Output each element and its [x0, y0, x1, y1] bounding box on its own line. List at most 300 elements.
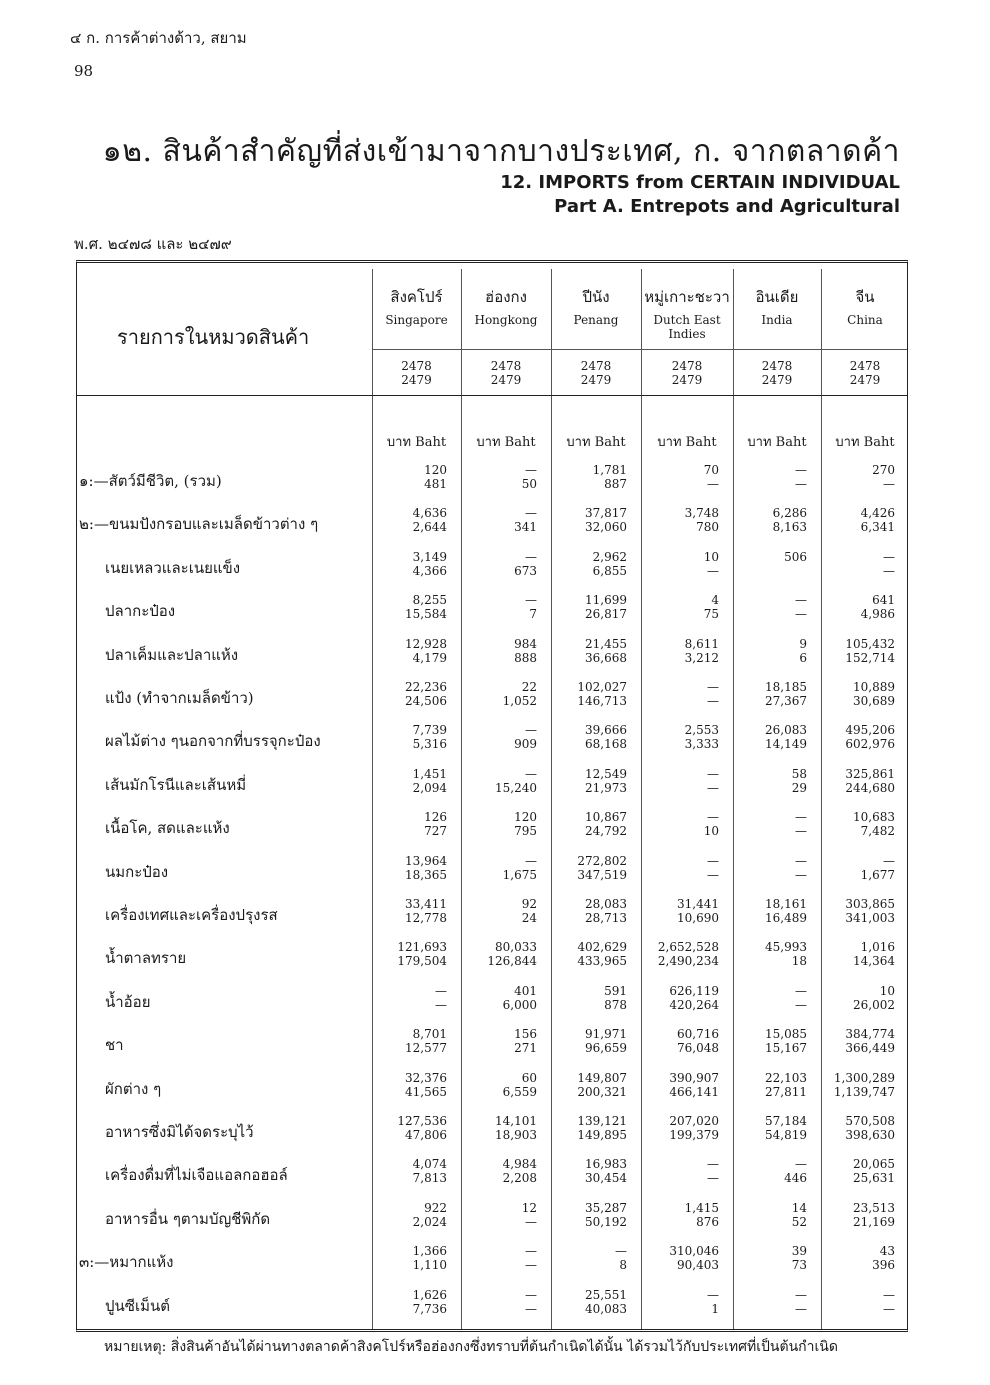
value-2478: 570,508 [845, 1114, 895, 1128]
table-cell [641, 680, 719, 708]
value-2478: 126 [424, 810, 447, 825]
value-2479: 396 [872, 1258, 895, 1273]
value-2478: 120 [514, 810, 537, 825]
value-2478: 91,971 [585, 1027, 627, 1042]
column-header [641, 285, 733, 341]
table-cell [641, 897, 719, 925]
value-2479: 32,060 [585, 520, 627, 535]
value-2479: — [795, 607, 807, 622]
value-2479: — [883, 477, 895, 491]
value-2479: — [525, 1258, 537, 1273]
value-2478: — [707, 853, 719, 868]
value-2479: 727 [424, 824, 447, 839]
table-cell [733, 1027, 807, 1055]
running-title: ๔ ก. การค้าต่างด้าว, สยาม [70, 29, 247, 47]
value-2479: — [795, 824, 807, 839]
value-2478: 325,861 [845, 766, 895, 781]
table-cell [461, 984, 537, 1012]
value-2478: 22,236 [405, 680, 447, 694]
table-cell [551, 810, 627, 838]
value-2478: 28,083 [585, 897, 627, 911]
column-unit: บาท Baht [566, 435, 626, 450]
header-bottom-rule [77, 395, 907, 396]
value-2478: 272,802 [577, 853, 627, 868]
table-cell [461, 723, 537, 751]
table-cell [733, 723, 807, 751]
value-2479: 18,365 [405, 867, 447, 882]
header-rule [372, 349, 907, 350]
table-cell [372, 854, 447, 882]
year-2: 2479 [849, 373, 881, 387]
value-2478: 25,551 [585, 1287, 627, 1302]
value-2478: 2,652,528 [657, 940, 719, 955]
value-2479: 36,668 [585, 650, 627, 665]
column-unit: บาท Baht [476, 435, 536, 450]
table-cell [551, 680, 627, 708]
value-2478: 270 [872, 463, 895, 477]
table-cell [733, 854, 807, 882]
value-2478: 3,748 [684, 506, 719, 521]
table-cell [733, 637, 807, 665]
value-2478: 156 [514, 1027, 537, 1042]
value-2478: 149,807 [577, 1070, 627, 1085]
value-2479: 341 [514, 520, 537, 535]
value-2478: 4,636 [412, 506, 447, 521]
table-cell [641, 810, 719, 838]
value-2478: 1,626 [412, 1287, 447, 1302]
value-2479: 271 [514, 1041, 537, 1056]
table-cell [821, 680, 895, 708]
value-2478: — [795, 853, 807, 868]
value-2478: 21,455 [585, 636, 627, 651]
table-cell [372, 680, 447, 708]
value-2479: 24,792 [585, 824, 627, 839]
table-cell [551, 593, 627, 621]
value-2478: 390,907 [669, 1070, 719, 1085]
value-2478: 495,206 [845, 723, 895, 738]
table-cell [461, 1071, 537, 1099]
value-2478: 45,993 [765, 940, 807, 955]
value-2478: 18,161 [765, 897, 807, 911]
value-2479: — [707, 563, 719, 578]
value-2479: 75 [703, 607, 719, 622]
value-2479: 4,366 [412, 563, 447, 578]
table-cell [641, 767, 719, 795]
table-cell [551, 1157, 627, 1185]
table-cell [461, 854, 537, 882]
row-label: ผักต่าง ๆ [105, 1079, 162, 1098]
value-2478: 1,451 [412, 766, 447, 781]
value-2479: — [435, 997, 447, 1012]
column-years [821, 359, 909, 387]
value-2479: 199,379 [669, 1128, 719, 1142]
value-2479: 179,504 [397, 954, 447, 969]
year-2: 2479 [671, 373, 703, 387]
value-2479: 4,986 [860, 607, 895, 622]
table-cell [372, 1071, 447, 1099]
value-2479: — [707, 477, 719, 491]
value-2478: 26,083 [765, 723, 807, 738]
footnote: หมายเหตุ: สิ่งสินค้าอันได้ผ่านทางตลาดค้าสิงคโปร์หรือฮ่องกงซึ่งทราบที่ต้นกำเนิดได้นั้น ได้รวมไว้กับประเทศที่เป็นต้นกำเนิด [104, 1339, 838, 1355]
year-2: 2479 [490, 373, 522, 387]
value-2479: 2,644 [412, 520, 447, 535]
value-2478: — [525, 853, 537, 868]
value-2479: — [795, 997, 807, 1012]
value-2479: 6,341 [860, 520, 895, 535]
value-2478: 80,033 [495, 940, 537, 955]
table-cell [641, 593, 719, 621]
table-cell [372, 767, 447, 795]
value-2479: 6,000 [502, 997, 537, 1012]
table-cell [372, 984, 447, 1012]
value-2478: 591 [604, 983, 627, 998]
table-cell [733, 463, 807, 491]
value-2478: — [795, 1287, 807, 1302]
value-2478: — [525, 1287, 537, 1302]
table-cell [733, 506, 807, 534]
column-years [641, 359, 733, 387]
value-2478: 922 [424, 1200, 447, 1215]
table-cell [372, 897, 447, 925]
value-2479: 433,965 [577, 954, 627, 969]
value-2479: 420,264 [669, 997, 719, 1012]
table-cell [372, 1157, 447, 1185]
year-1: 2478 [490, 359, 522, 373]
value-2479: 96,659 [585, 1041, 627, 1056]
value-2478: — [707, 1157, 719, 1172]
value-2479: 15,167 [765, 1041, 807, 1056]
value-2478: 4,426 [860, 506, 895, 521]
value-2479: — [707, 780, 719, 795]
value-2479: 14,149 [765, 737, 807, 752]
table-cell [641, 723, 719, 751]
column-header-english-2: Indies [668, 327, 706, 341]
table-cell [551, 940, 627, 968]
value-2478: — [707, 766, 719, 781]
table-cell [641, 637, 719, 665]
value-2479: — [707, 1171, 719, 1186]
value-2478: 641 [872, 593, 895, 608]
table-cell [821, 1201, 895, 1229]
table-cell [733, 1244, 807, 1272]
value-2479: 673 [514, 563, 537, 578]
value-2479: 15,584 [405, 607, 447, 622]
value-2478: 102,027 [577, 680, 627, 694]
value-2479: 40,083 [585, 1301, 627, 1316]
value-2479: 347,519 [577, 867, 627, 882]
row-label: แป้ง (ทำจากเมล็ดข้าว) [105, 689, 254, 707]
value-2479: 18 [791, 954, 807, 969]
category-column-header: รายการในหมวดสินค้า [117, 325, 310, 349]
column-header-thai: ปีนัง [582, 288, 610, 306]
row-label: ๑:—สัตว์มีชีวิต, (รวม) [79, 472, 222, 490]
value-2479: 12,577 [405, 1041, 447, 1056]
value-2478: 1,366 [412, 1244, 447, 1259]
column-unit: บาท Baht [386, 435, 447, 450]
value-2479: 6,855 [592, 563, 627, 578]
value-2479: 2,490,234 [657, 954, 719, 969]
value-2479: — [795, 1301, 807, 1316]
value-2478: 60 [521, 1070, 537, 1085]
table-cell [821, 810, 895, 838]
table-cell [372, 1027, 447, 1055]
value-2479: 54,819 [765, 1128, 807, 1142]
value-2478: 20,065 [853, 1157, 895, 1172]
value-2478: 120 [424, 463, 447, 477]
column-years [551, 359, 641, 387]
table-cell [821, 550, 895, 578]
table-cell [461, 463, 537, 491]
value-2479: 90,403 [677, 1258, 719, 1273]
value-2479: 76,048 [677, 1041, 719, 1056]
year-1: 2478 [580, 359, 612, 373]
value-2479: 2,024 [412, 1214, 447, 1229]
value-2478: 8,701 [412, 1027, 447, 1042]
value-2479: 152,714 [845, 650, 895, 665]
value-2479: 50,192 [585, 1214, 627, 1229]
value-2478: 14 [791, 1200, 807, 1215]
value-2479: 878 [604, 997, 627, 1012]
value-2479: 8 [619, 1258, 627, 1273]
value-2478: 32,376 [405, 1070, 447, 1085]
value-2478: — [707, 810, 719, 825]
value-2478: 2,962 [592, 549, 627, 564]
value-2478: 70 [703, 463, 719, 477]
column-header-thai: หมู่เกาะชะวา [644, 288, 730, 306]
year-2: 2479 [580, 373, 612, 387]
value-2479: 146,713 [577, 694, 627, 708]
value-2478: 60,716 [677, 1027, 719, 1042]
value-2478: — [883, 1287, 895, 1302]
table-cell [733, 1114, 807, 1142]
value-2478: 1,300,289 [833, 1070, 895, 1085]
value-2478: — [525, 1244, 537, 1259]
table-cell [372, 637, 447, 665]
table-cell [461, 593, 537, 621]
value-2479: — [525, 1214, 537, 1229]
table-cell [821, 767, 895, 795]
value-2479: 14,364 [853, 954, 895, 969]
table-cell [733, 940, 807, 968]
table-cell [461, 1157, 537, 1185]
value-2478: 984 [514, 636, 537, 651]
table-cell [733, 550, 807, 564]
value-2478: 10,889 [853, 680, 895, 694]
value-2478: — [525, 723, 537, 738]
column-unit: บาท Baht [835, 435, 895, 450]
table-cell [733, 984, 807, 1012]
table-cell [551, 897, 627, 925]
value-2479: 909 [514, 737, 537, 752]
value-2479: 27,811 [765, 1084, 807, 1099]
value-2479: 30,689 [853, 694, 895, 708]
column-unit: บาท Baht [657, 435, 717, 450]
table-cell [551, 1027, 627, 1055]
value-2479: — [525, 1301, 537, 1316]
table-cell [641, 1114, 719, 1142]
value-2478: 121,693 [397, 940, 447, 955]
table-cell [551, 1244, 627, 1272]
value-2478: 9 [799, 636, 807, 651]
table-cell [641, 1157, 719, 1185]
table-cell [551, 984, 627, 1012]
table-cell [733, 593, 807, 621]
table-cell [821, 593, 895, 621]
value-2478: 139,121 [577, 1114, 627, 1128]
value-2478: 10,867 [585, 810, 627, 825]
value-2478: 16,983 [585, 1157, 627, 1172]
table-cell [733, 680, 807, 708]
value-2478: 6,286 [772, 506, 807, 521]
table-cell [821, 1114, 895, 1142]
row-label: อาหารอื่น ๆตามบัญชีพิกัด [105, 1209, 271, 1228]
year-label: พ.ศ. ๒๔๗๘ และ ๒๔๗๙ [74, 235, 232, 253]
value-2479: 200,321 [577, 1084, 627, 1099]
column-years [372, 359, 461, 387]
table-cell [551, 1071, 627, 1099]
value-2479: 887 [604, 477, 627, 491]
value-2479: 795 [514, 824, 537, 839]
value-2478: 1,781 [592, 463, 627, 477]
table-cell [372, 810, 447, 838]
value-2479: 50 [521, 477, 537, 491]
table-cell [551, 463, 627, 491]
value-2479: 26,002 [853, 997, 895, 1012]
row-label: ๓:—หมากแห้ง [79, 1253, 174, 1272]
table-title-thai: ๑๒. สินค้าสำคัญที่ส่งเข้ามาจากบางประเทศ, ก. จากตลาดค้า [102, 134, 900, 169]
table-cell [641, 1071, 719, 1099]
table-cell [461, 940, 537, 968]
value-2478: — [795, 593, 807, 608]
value-2479: 68,168 [585, 737, 627, 752]
table-cell [461, 1201, 537, 1229]
table-cell [641, 940, 719, 968]
value-2479: 1,110 [412, 1258, 447, 1273]
year-2: 2479 [761, 373, 793, 387]
table-cell [641, 1201, 719, 1229]
value-2479: — [883, 563, 895, 578]
value-2479: 52 [791, 1214, 807, 1229]
value-2478: 57,184 [765, 1114, 807, 1128]
table-cell [551, 767, 627, 795]
value-2478: — [525, 766, 537, 781]
value-2478: 105,432 [845, 636, 895, 651]
value-2479: 446 [784, 1171, 807, 1186]
table-cell [372, 1288, 447, 1316]
value-2478: — [795, 1157, 807, 1172]
row-label: ชา [105, 1036, 124, 1055]
value-2478: 33,411 [405, 897, 447, 911]
value-2478: 15,085 [765, 1027, 807, 1042]
value-2478: 11,699 [585, 593, 627, 608]
row-label: น้ำตาลทราย [105, 949, 187, 968]
year-1: 2478 [849, 359, 881, 373]
value-2478: 14,101 [495, 1114, 537, 1128]
value-2478: 39,666 [585, 723, 627, 738]
value-2479: 341,003 [845, 911, 895, 925]
value-2478: 37,817 [585, 506, 627, 521]
table-cell [372, 593, 447, 621]
value-2478: 401 [514, 983, 537, 998]
value-2478: 2,553 [684, 723, 719, 738]
value-2478: — [525, 593, 537, 608]
value-2479: — [707, 694, 719, 708]
table-cell [733, 767, 807, 795]
table-cell [461, 897, 537, 925]
column-header-english: Penang [573, 313, 619, 327]
table-cell [372, 1244, 447, 1272]
column-header [461, 285, 551, 327]
table-cell [821, 1288, 895, 1316]
value-2478: 310,046 [669, 1244, 719, 1259]
value-2479: 7,813 [412, 1171, 447, 1186]
table-cell [821, 637, 895, 665]
table-cell [372, 550, 447, 578]
column-header [821, 285, 909, 327]
value-2478: — [707, 1287, 719, 1302]
value-2478: 58 [791, 766, 807, 781]
table-cell [461, 637, 537, 665]
column-header [551, 285, 641, 327]
row-label: นมกะป๋อง [105, 862, 169, 881]
value-2479: 1 [711, 1301, 719, 1316]
table-cell [821, 463, 895, 491]
value-2479: 3,333 [684, 737, 719, 752]
value-2478: 18,185 [765, 680, 807, 694]
value-2479: 25,631 [853, 1171, 895, 1186]
value-2479: 15,240 [495, 780, 537, 795]
value-2479: 888 [514, 650, 537, 665]
table-cell [733, 897, 807, 925]
value-2479: 1,052 [502, 694, 537, 708]
value-2478: 92 [521, 897, 537, 911]
value-2478: 4,074 [412, 1157, 447, 1172]
row-label: เนยเหลวและเนยแข็ง [105, 558, 241, 577]
column-header-english: Hongkong [474, 313, 538, 327]
row-label: เส้นมักโรนีและเส้นหมี่ [105, 775, 247, 794]
table-cell [821, 897, 895, 925]
value-2478: 10 [703, 549, 719, 564]
value-2478: — [883, 853, 895, 868]
column-header-thai: ฮ่องกง [485, 288, 527, 306]
table-cell [461, 1027, 537, 1055]
table-cell [551, 723, 627, 751]
value-2479: 2,094 [412, 780, 447, 795]
table-cell [733, 1288, 807, 1316]
value-2479: 876 [696, 1214, 719, 1229]
value-2479: 24,506 [405, 694, 447, 708]
value-2478: 1,016 [860, 940, 895, 955]
column-header [733, 285, 821, 327]
table-cell [461, 1114, 537, 1142]
value-2478: 4 [711, 593, 719, 608]
value-2478: — [525, 463, 537, 477]
year-1: 2478 [761, 359, 793, 373]
table-cell [821, 1071, 895, 1099]
value-2479: 244,680 [845, 780, 895, 795]
value-2479: 149,895 [577, 1128, 627, 1142]
value-2478: — [615, 1244, 627, 1259]
row-label: อาหารซึ่งมิได้จดระบุไว้ [105, 1123, 254, 1141]
table-cell [372, 940, 447, 968]
value-2479: 1,677 [860, 867, 895, 882]
table-cell [461, 810, 537, 838]
table-cell [372, 723, 447, 751]
value-2479: 21,973 [585, 780, 627, 795]
value-2479: 12,778 [405, 911, 447, 925]
value-2478: 10,683 [853, 810, 895, 825]
table-cell [461, 680, 537, 708]
